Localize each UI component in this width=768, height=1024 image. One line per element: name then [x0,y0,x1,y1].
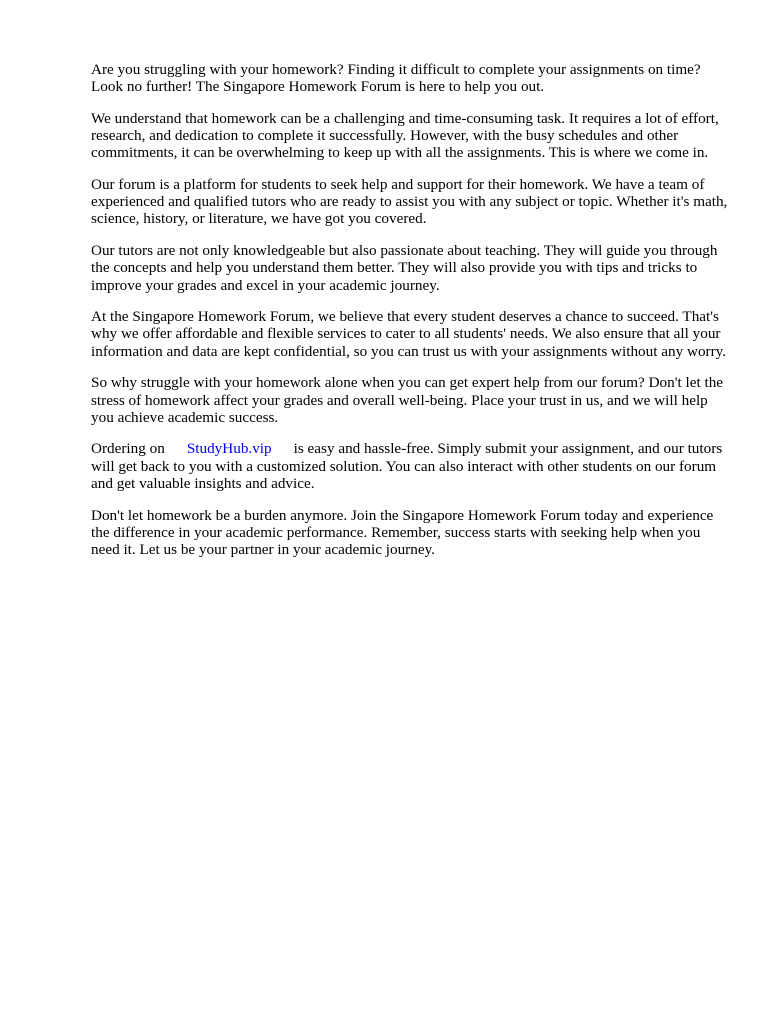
document-page [91,61,731,573]
paragraph-why-struggle: So why struggle with your homework alone when you can get expert help from our forum? Don't let the stress of homework affect your grades and overall well-being. Place your trust in us, and we will help you achieve academic success. [91,374,724,426]
paragraph-closing: Don't let homework be a burden anymore. Join the Singapore Homework Forum today and experience the difference in your academic performance. Remember, success starts with seeking help when you need it. Let us be your partner in your academic journey. [91,506,714,558]
paragraph-tutors: Our tutors are not only knowledgeable but also passionate about teaching. They will guide you through the concepts and help you understand them better. They will also provide you with tips and tricks to improve your grades and excel in your academic journey. [91,242,718,294]
paragraph-understanding: We understand that homework can be a challenging and time-consuming task. It requires a lot of effort, research, and dedication to complete it successfully. However, with the busy schedules and other commitments, it can be overwhelming to keep up with all the assignments. This is where we come in. [91,109,719,162]
paragraph-services: At the Singapore Homework Forum, we believe that every student deserves a chance to succeed. That's why we offer affordable and flexible services to cater to all students' needs. We also ensure that all your information and data are kept confidential, so you can trust us with your assignments without any worry. [91,308,727,360]
paragraph-forum-platform: Our forum is a platform for students to seek help and support for their homework. We have a team of experienced and qualified tutors who are ready to assist you with any subject or topic. Whether it's math, science, history, or literature, we have got you covered. [91,176,728,228]
paragraph-intro: Are you struggling with your homework? Finding it difficult to complete your assignments on time? Look no further! The Singapore Homework Forum is here to help you out. [91,61,701,96]
ordering-text-before: Ordering on [91,440,165,458]
ordering-text-after: is easy and hassle-free. Simply submit your assignment, and our tutors will get back to you with a customized solution. You can also interact with other students on our forum and get valuable insights and advice. [91,440,723,492]
studyhub-link[interactable]: StudyHub.vip [186,440,272,458]
paragraph-ordering [91,440,731,492]
